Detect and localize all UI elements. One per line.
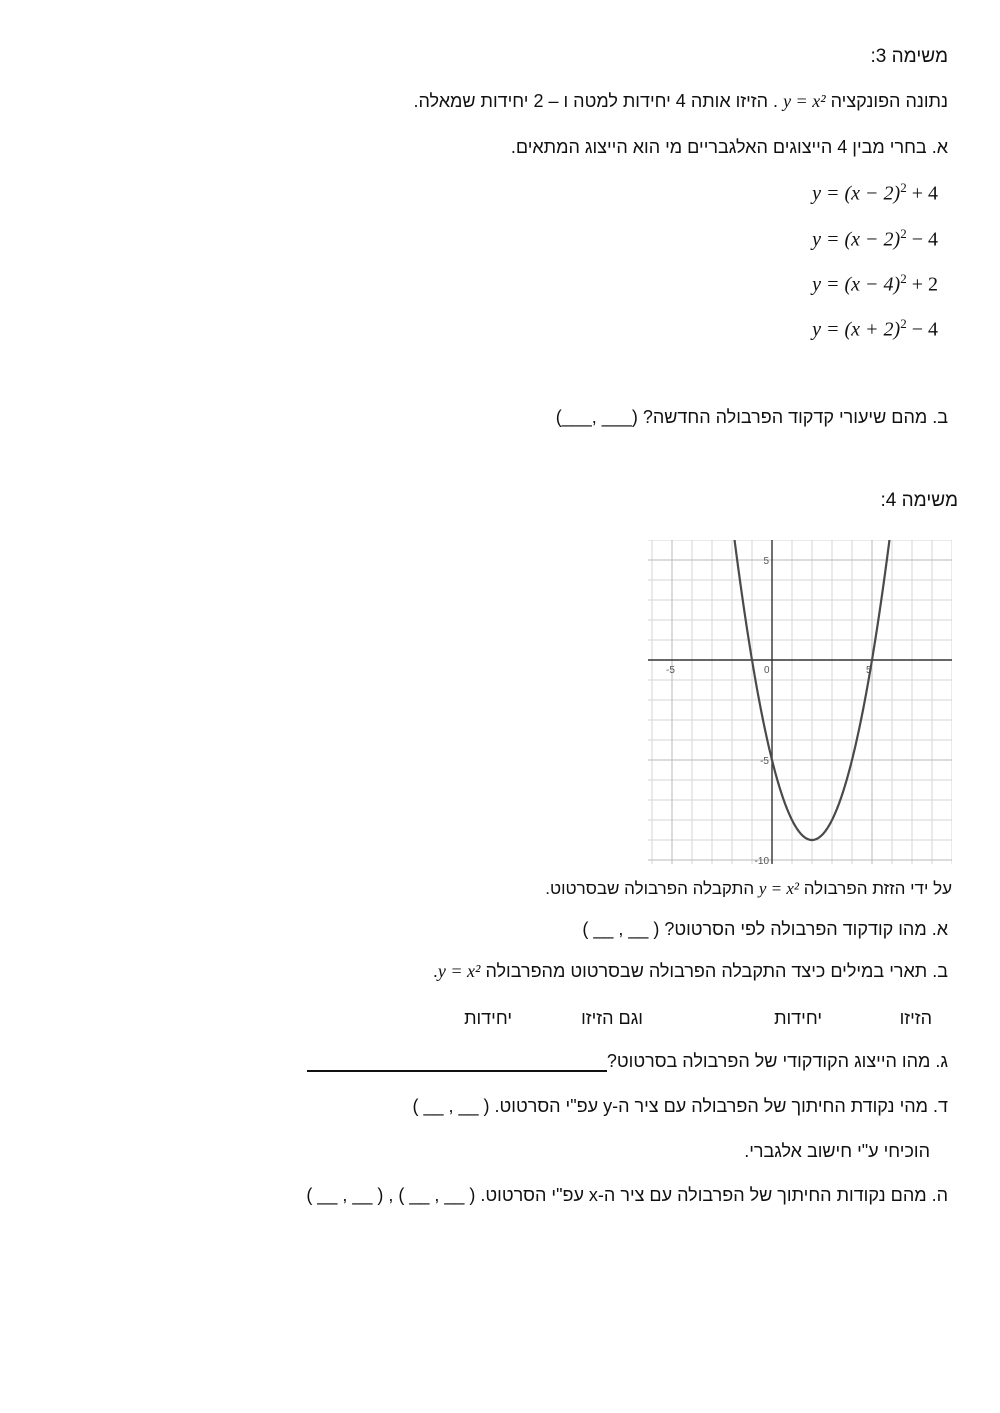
y-tick-label: -5 xyxy=(760,756,769,767)
fill-word-units-1: יחידות xyxy=(774,1008,822,1028)
y-tick-label: -10 xyxy=(754,856,769,864)
caption-math: y = x² xyxy=(758,879,800,898)
fill-word-moved: הזיזו xyxy=(899,1008,932,1028)
task3-intro xyxy=(413,90,948,112)
x-tick-label: -5 xyxy=(666,665,675,676)
task4-question-a: א. מהו קודקוד הפרבולה לפי הסרטוט? ( __ , __ ) xyxy=(582,919,948,939)
qc-text: ג. מהו הייצוג הקודקודי של הפרבולה בסרטוט? xyxy=(606,1051,948,1071)
parabola-graph xyxy=(648,540,952,864)
qb-math: y = x² xyxy=(437,961,481,981)
fill-word-also-moved: וגם הזיזו xyxy=(581,1008,643,1028)
option-4-exp: 2 xyxy=(900,316,907,331)
option-2-base: y = (x − 2) xyxy=(812,228,901,251)
option-2 xyxy=(812,226,938,252)
task4-question-d-note: הוכיחי ע"י חישוב אלגברי. xyxy=(744,1141,930,1161)
task4-title: משימה 4: xyxy=(880,490,958,511)
qb-suffix: . xyxy=(432,961,438,981)
intro-math: y = x² xyxy=(783,91,826,111)
option-1-base: y = (x − 2) xyxy=(812,182,901,205)
option-1-exp: 2 xyxy=(900,180,907,195)
option-1 xyxy=(812,180,938,206)
task3-question-a: א. בחרי מבין 4 הייצוגים האלגבריים מי הוא הייצוג המתאים. xyxy=(510,137,948,157)
x-tick-label: 0 xyxy=(764,665,770,676)
y-tick-label: 5 xyxy=(763,556,769,567)
option-2-exp: 2 xyxy=(900,226,907,241)
caption-prefix: על ידי הזזת הפרבולה xyxy=(803,879,952,898)
option-1-tail: + 4 xyxy=(906,182,938,205)
answer-line[interactable] xyxy=(307,1054,607,1072)
qb-prefix: ב. תארי במילים כיצד התקבלה הפרבולה שבסרטוט מהפרבולה xyxy=(485,961,948,981)
task3-question-b: ב. מהם שיעורי קדקוד הפרבולה החדשה? (___ ,___) xyxy=(555,407,948,427)
parabola-chart-svg xyxy=(648,540,952,864)
task4-question-b xyxy=(433,960,948,982)
option-3-exp: 2 xyxy=(900,271,907,286)
x-tick-label: 5 xyxy=(866,665,872,676)
task4-question-d: ד. מהי נקודת החיתוך של הפרבולה עם ציר ה-y עפ"י הסרטוט. ( __ , __ ) xyxy=(412,1096,948,1116)
option-3-base: y = (x − 4) xyxy=(812,273,901,296)
option-4 xyxy=(812,316,938,342)
option-3 xyxy=(812,271,938,297)
fill-word-units-2: יחידות xyxy=(464,1008,512,1028)
task4-question-e: ה. מהם נקודות החיתוך של הפרבולה עם ציר ה-x עפ"י הסרטוט. ( __ , __ ) , ( __ , __ ) xyxy=(306,1185,948,1205)
option-4-tail: − 4 xyxy=(906,318,938,341)
intro-suffix: . הזיזו אותה 4 יחידות למטה ו – 2 יחידות שמאלה. xyxy=(413,91,779,111)
option-3-tail: + 2 xyxy=(906,273,938,296)
caption-suffix: התקבלה הפרבולה שבסרטוט. xyxy=(545,879,755,898)
intro-prefix: נתונה הפונקציה xyxy=(830,91,948,111)
option-4-base: y = (x + 2) xyxy=(812,318,901,341)
option-2-tail: − 4 xyxy=(906,228,938,251)
task4-caption xyxy=(545,878,952,900)
task4-question-c xyxy=(307,1050,948,1072)
task3-title: משימה 3: xyxy=(870,46,948,67)
